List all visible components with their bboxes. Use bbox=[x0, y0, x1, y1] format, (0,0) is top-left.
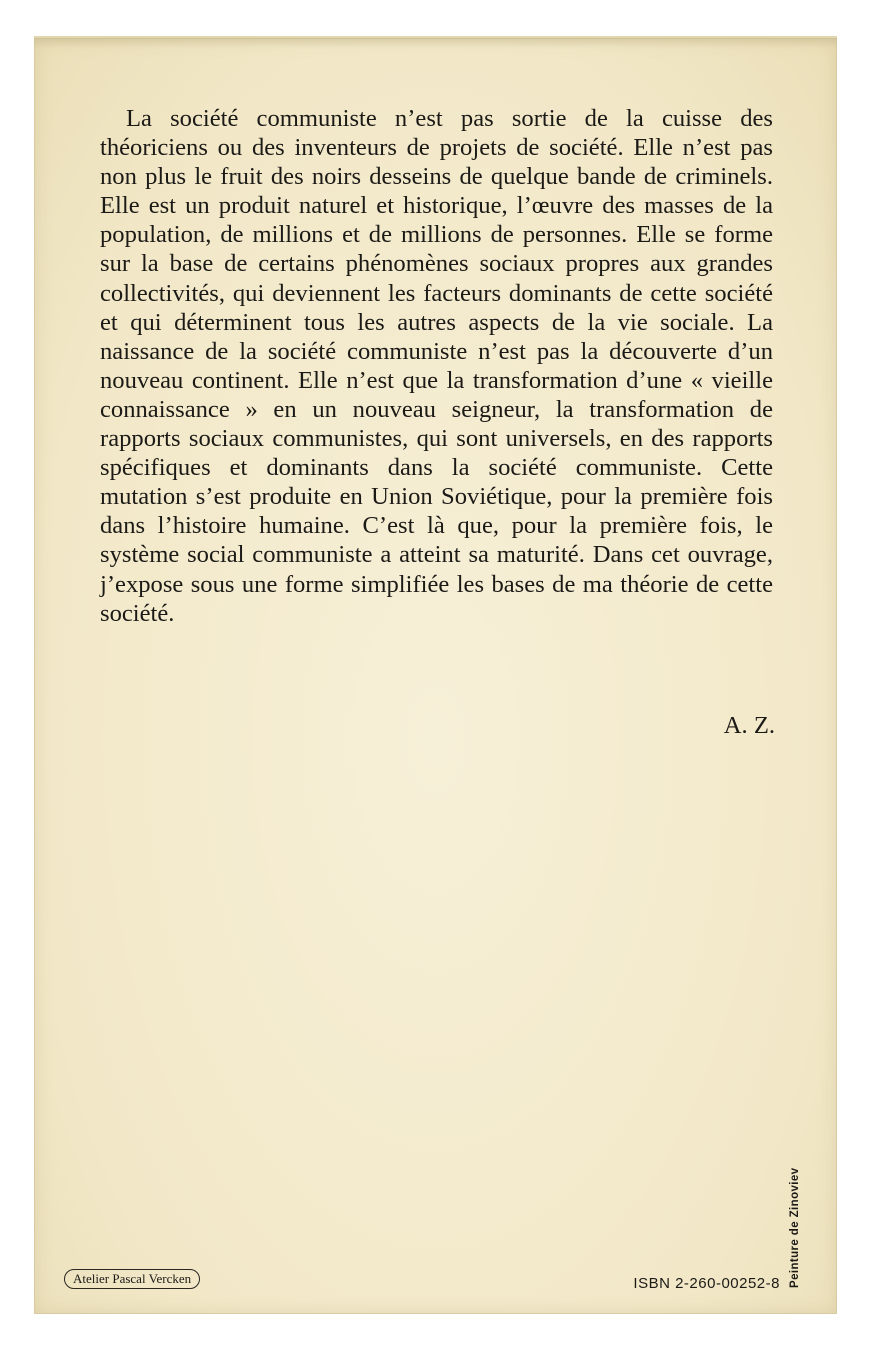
designer-credit-badge: Atelier Pascal Vercken bbox=[64, 1269, 200, 1289]
illustration-credit: Peinture de Zinoviev bbox=[789, 1167, 801, 1288]
author-initials: A. Z. bbox=[723, 712, 775, 739]
isbn-number: ISBN 2-260-00252-8 bbox=[633, 1275, 780, 1292]
blurb-paragraph: La société communiste n’est pas sortie de la cuisse des théoriciens ou des inventeurs de projets de société. Elle n’est pas non plus le fruit des noirs desseins de quelque bande de criminels. Elle est un produit naturel et historique, l’œuvre des masses de la population, de millions et de millions de personnes. Elle se forme sur la base de certains phénomènes sociaux propres aux grandes collectivités, qui deviennent les facteurs dominants de cette société et qui déterminent tous les autres aspects de la vie sociale. La naissance de la société communiste n’est pas la découverte d’un nouveau continent. Elle n’est que la transformation d’une « vieille connaissance » en un nouveau seigneur, la transformation de rapports sociaux communistes, qui sont universels, en des rapports spécifiques et dominants dans la société communiste. Cette mutation s’est produite en Union Soviétique, pour la première fois dans l’histoire humaine. C’est là que, pour la première fois, le système social communiste a atteint sa maturité. Dans cet ouvrage, j’expose sous une forme simplifiée les bases de ma théorie de cette société. bbox=[100, 105, 773, 627]
back-cover bbox=[34, 36, 837, 1314]
